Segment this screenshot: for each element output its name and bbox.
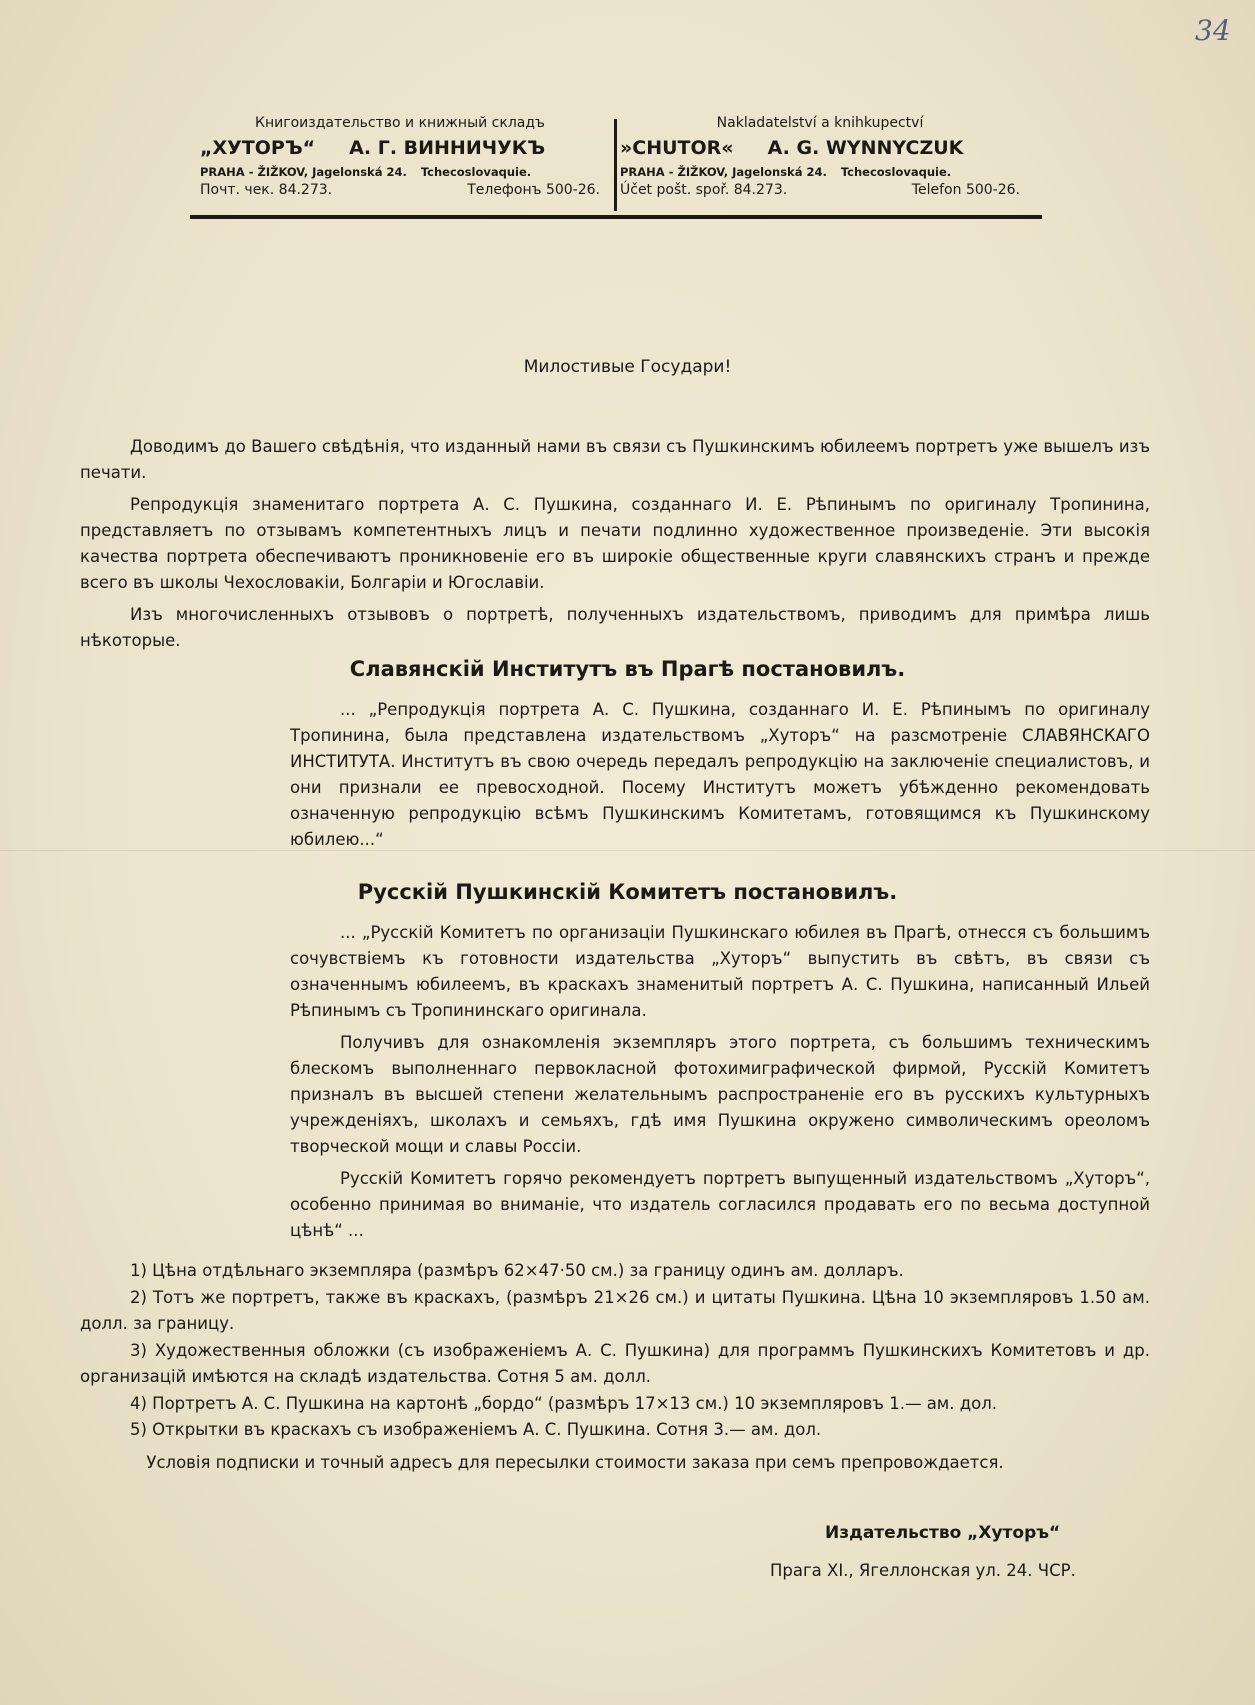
section1-text: ... „Репродукція портрета А. С. Пушкина, созданнаго И. Е. Рѣпинымъ по оригиналу Тропинина, была представлена издательствомъ „Хуторъ“ на разсмотреніе СЛАВЯНСКАГО ИНСТИТУТА. Институтъ въ свою очередь передалъ репродукцію на заключеніе специалистовъ, и они признали ее превосходной. Посему Институтъ можетъ убѣжденно рекомендовать означенную репродукцію всѣмъ Пушкинскимъ Комитетамъ, готовящимся къ Пушкинскому юбилею...“ <box>290 700 1150 849</box>
letterhead <box>190 115 1042 220</box>
letterhead-rule <box>190 215 1042 219</box>
letterhead-left-firm-line <box>200 137 620 159</box>
closing-note: Условія подписки и точный адресъ для пересылки стоимости заказа при семъ препровождается. <box>146 1453 1004 1472</box>
section2-paragraph: ... „Русскій Комитетъ по организаціи Пушкинскаго юбилея въ Прагѣ, отнесся съ большимъ сочувствіемъ къ готовности издательства „Хуторъ“ выпустить въ свѣтъ, въ связи съ означеннымъ юбилеемъ, въ краскахъ знаменитый портретъ А. С. Пушкина, написанный Ильей Рѣпинымъ съ Тропининскаго оригинала. <box>290 923 1150 1020</box>
letterhead-right-address-line <box>620 165 1040 179</box>
letterhead-right <box>620 115 1040 198</box>
letterhead-right-account: Účet pošt. spoř. 84.273. <box>620 182 788 198</box>
signature-address: Прага XI., Ягеллонская ул. 24. ЧСР. <box>770 1561 1076 1580</box>
letterhead-right-contact-line <box>620 182 1020 198</box>
letterhead-left-country: Tchecoslovaquie. <box>420 165 532 179</box>
price-item: 5) Открытки въ краскахъ съ изображеніемъ А. С. Пушкина. Сотня 3.— ам. дол. <box>130 1420 822 1439</box>
section2-heading: Русскій Пушкинскій Комитетъ постановилъ. <box>357 880 898 904</box>
intro-paragraph: Репродукція знаменитаго портрета А. С. Пушкина, созданнаго И. Е. Рѣпинымъ по оригиналу Тропинина, представляетъ по отзывамъ компетентныхъ лицъ и печати подлинно художественное произведеніе. Эти высокія качества портрета обеспечиваютъ проникновеніе его въ широкіе общественные круги славянскихъ странъ и прежде всего въ школы Чехословакіи, Болгаріи и Югославіи. <box>80 495 1150 592</box>
letterhead-right-address: PRAHA - ŽIŽKOV, Jagelonská 24. <box>620 165 827 179</box>
letterhead-right-subtitle: Nakladatelství a knihkupectví <box>716 115 924 131</box>
letterhead-left-contact-line <box>200 182 600 198</box>
price-item: 3) Художественныя обложки (съ изображеніемъ А. С. Пушкина) для программъ Пушкинскихъ Комитетовъ и др. организацій имѣются на складѣ издательства. Сотня 5 ам. долл. <box>80 1340 1150 1386</box>
salutation: Милостивые Государи! <box>523 357 732 377</box>
intro-paragraph: Доводимъ до Вашего свѣдѣнія, что изданный нами въ связи съ Пушкинскимъ юбилеемъ портретъ уже вышелъ изъ печати. <box>80 437 1150 482</box>
price-item: 1) Цѣна отдѣльнаго экземпляра (размѣръ 62×47·50 см.) за границу одинъ ам. долларъ. <box>130 1261 904 1280</box>
section1-heading: Славянскій Институтъ въ Прагѣ постановилъ. <box>349 657 906 681</box>
letterhead-left-address-line <box>200 165 620 179</box>
section1-quote <box>290 697 1150 853</box>
letterhead-left-firm: „ХУТОРЪ“ <box>200 137 316 159</box>
letterhead-left-address: PRAHA - ŽIŽKOV, Jagelonská 24. <box>200 165 407 179</box>
letterhead-left-subtitle: Книгоиздательство и книжный складъ <box>255 115 545 131</box>
letterhead-right-country: Tchecoslovaquie. <box>840 165 952 179</box>
letterhead-left <box>200 115 620 198</box>
price-item: 2) Тотъ же портретъ, также въ краскахъ, (размѣръ 21×26 см.) и цитаты Пушкина. Цѣна 10 экземпляровъ 1.50 ам. долл. за границу. <box>80 1287 1150 1333</box>
price-item: 4) Портретъ А. С. Пушкина на картонѣ „бордо“ (размѣръ 17×13 см.) 10 экземпляровъ 1.— ам. дол. <box>130 1393 998 1413</box>
letterhead-right-owner: A. G. WYNNYCZUK <box>767 137 964 159</box>
section2-paragraph: Получивъ для ознакомленія экземпляръ этого портрета, съ большимъ техническимъ блескомъ выполненнаго первокласной фотохимиграфической фирмой, Русскій Комитетъ призналъ въ высшей степени желательнымъ распространеніе его въ русскихъ культурныхъ учрежденіяхъ, школахъ и семьяхъ, гдѣ имя Пушкина окружено символическимъ ореоломъ творческой мощи и славы Россіи. <box>290 1033 1150 1156</box>
letterhead-left-owner: А. Г. ВИННИЧУКЪ <box>349 137 546 159</box>
price-list <box>80 1258 1150 1444</box>
section2-paragraph: Русскій Комитетъ горячо рекомендуетъ портретъ выпущенный издательствомъ „Хуторъ“, особенно принимая во вниманіе, что издатель согласился продавать его по весьма доступной цѣнѣ“ ... <box>290 1169 1150 1240</box>
intro-paragraph: Изъ многочисленныхъ отзывовъ о портретѣ, полученныхъ издательствомъ, приводимъ для примѣра лишь нѣкоторые. <box>80 605 1150 650</box>
letterhead-left-phone: Телефонъ 500-26. <box>467 182 600 198</box>
letterhead-right-firm: »CHUTOR« <box>620 137 734 159</box>
letterhead-right-firm-line <box>620 137 1040 159</box>
section2-quote <box>290 920 1150 1244</box>
intro-section <box>80 434 1150 654</box>
signature-name: Издательство „Хуторъ“ <box>825 1523 1061 1543</box>
letterhead-right-phone: Telefon 500-26. <box>911 182 1020 198</box>
letterhead-left-account: Почт. чек. 84.273. <box>200 182 333 198</box>
archive-number: 34 <box>1195 14 1231 47</box>
letterhead-divider <box>614 119 617 211</box>
